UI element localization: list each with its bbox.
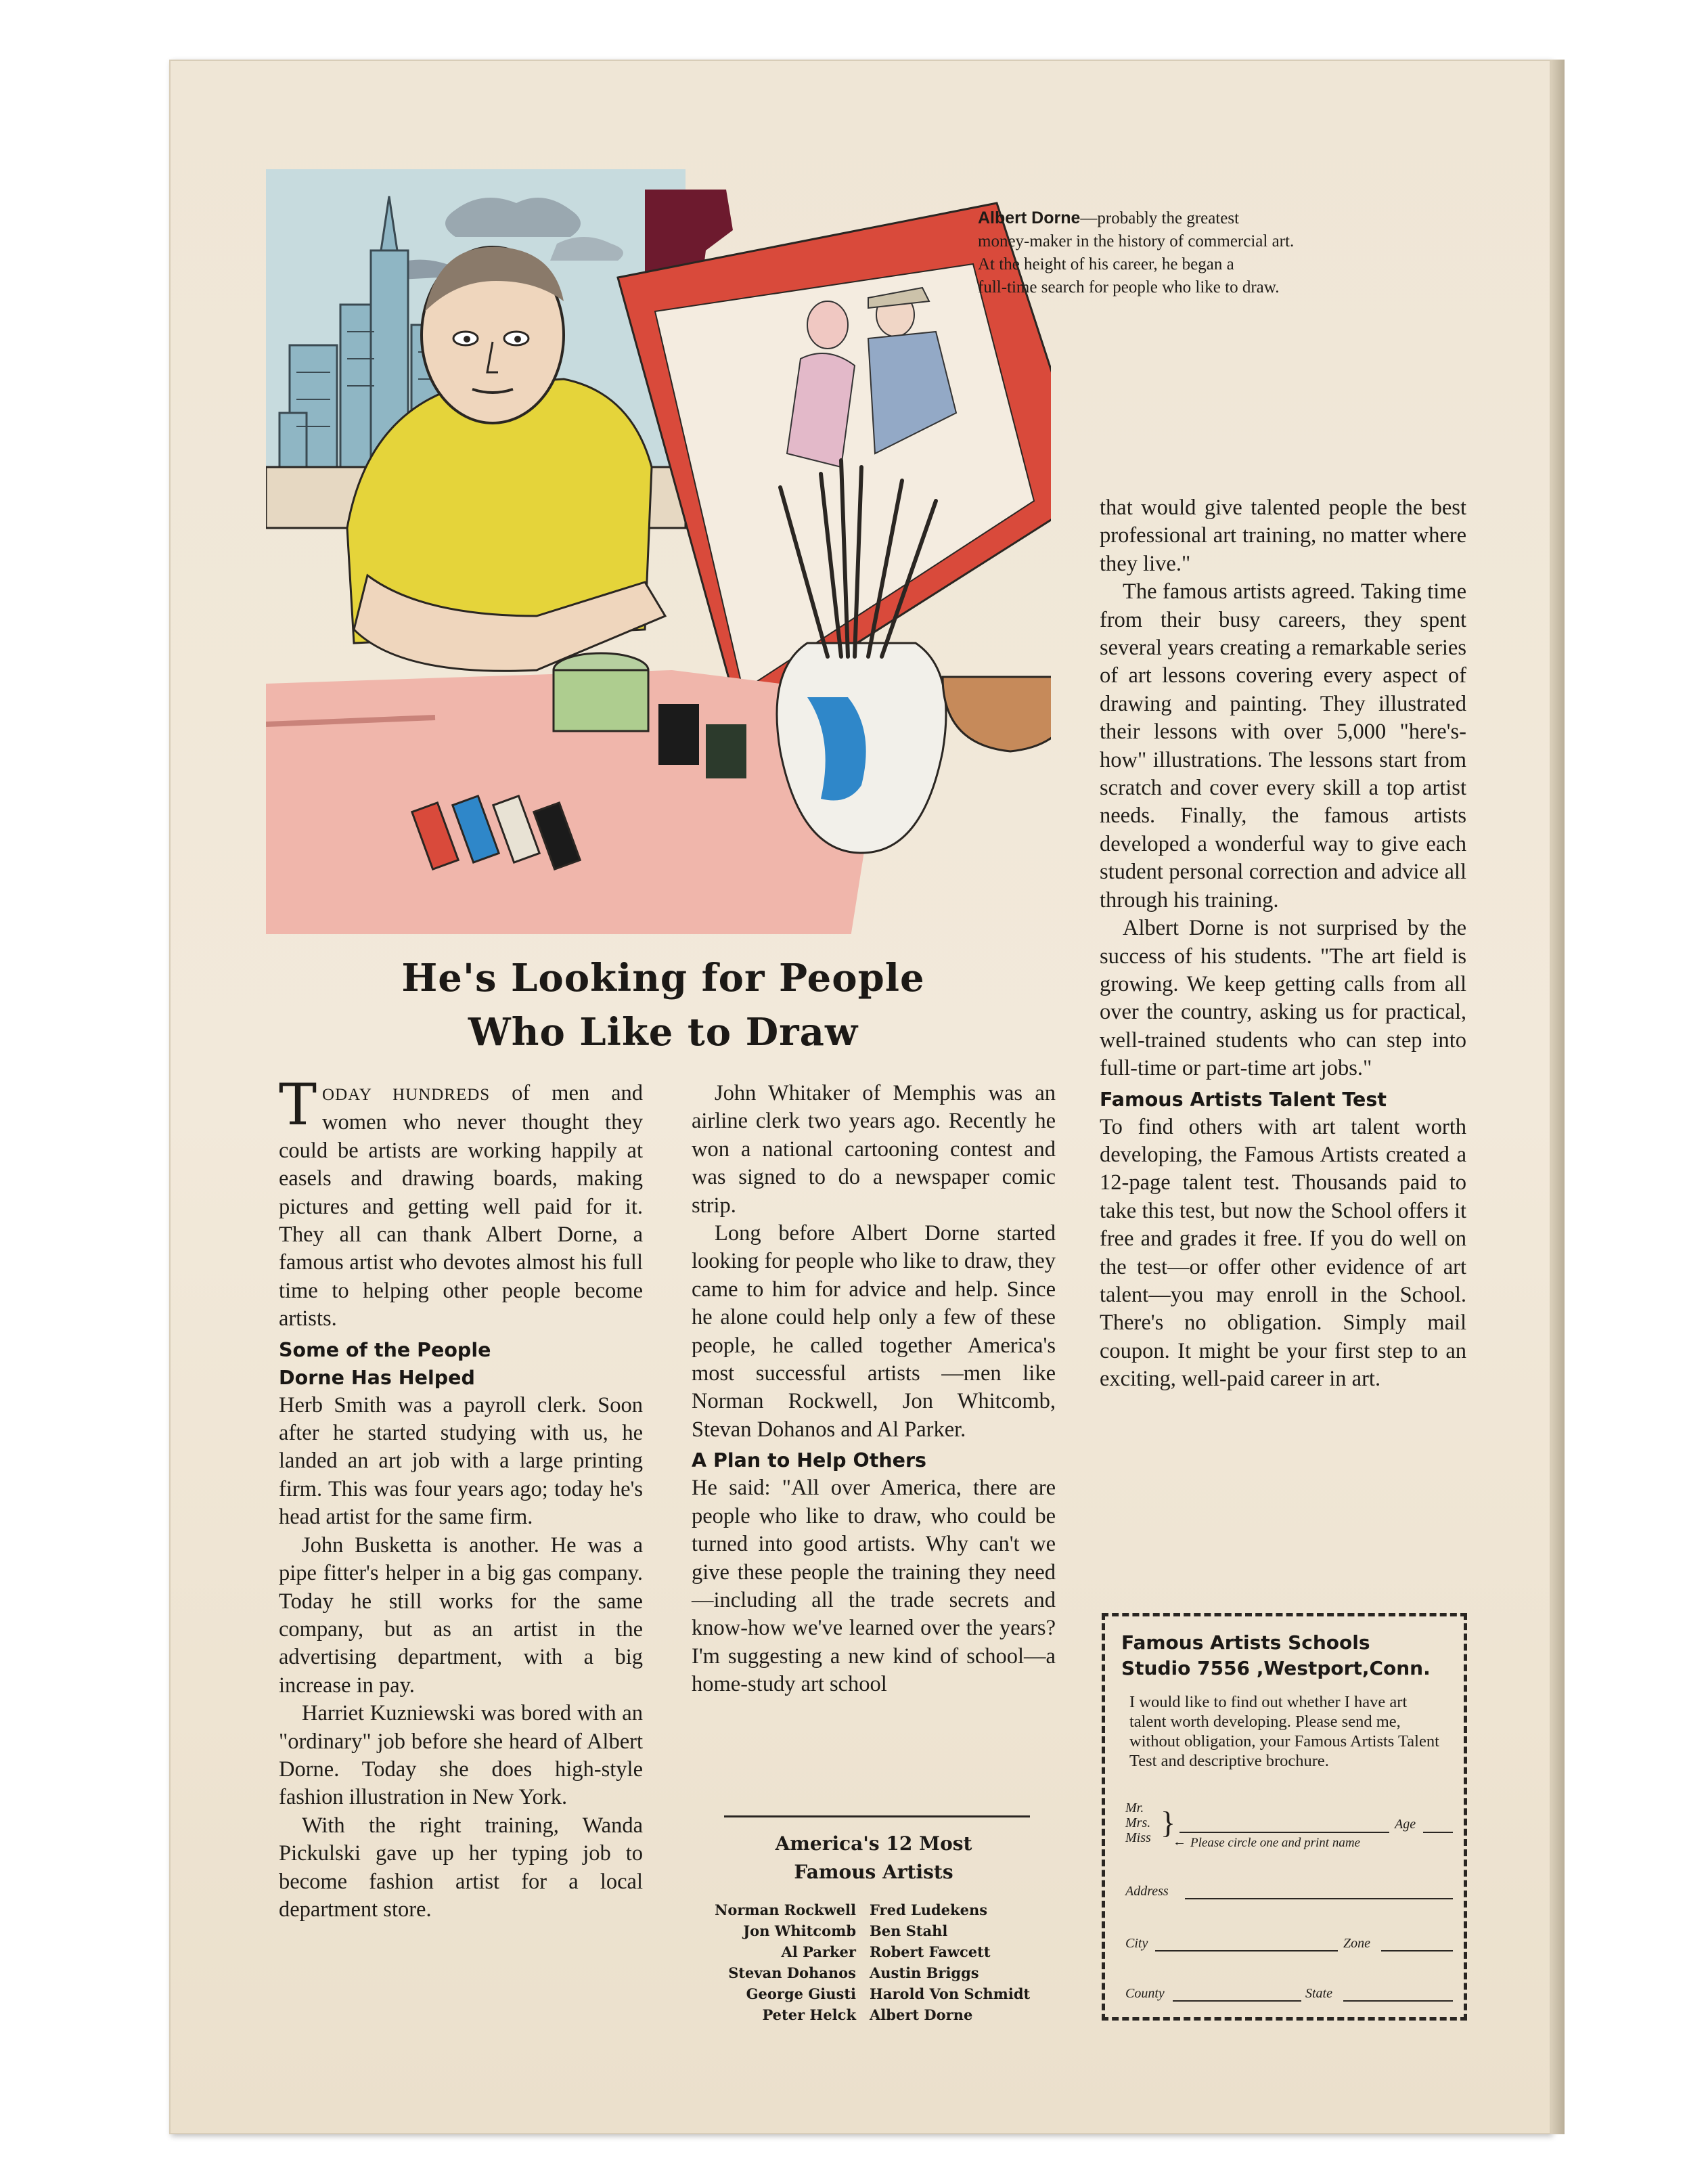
article-column-3 xyxy=(1100,494,1466,1394)
coupon-school-name: Famous Artists Schools xyxy=(1121,1631,1370,1654)
article-column-1 xyxy=(279,1072,643,1924)
artist-row xyxy=(687,1983,1073,2004)
coupon-county-label: County xyxy=(1125,1986,1165,2001)
coupon-city-label: City xyxy=(1125,1936,1148,1951)
article-column-2 xyxy=(692,1080,1056,1699)
paragraph-herb-smith: Herb Smith was a payroll clerk. Soon after he started studying with us, he landed an art job with a large printing firm. This was four years ago; today he's head artist for the same firm. xyxy=(279,1392,643,1530)
zone-input-line[interactable] xyxy=(1381,1950,1453,1952)
coupon-address-label: Address xyxy=(1125,1884,1169,1899)
artist-name: Norman Rockwell xyxy=(715,1901,856,1918)
artist-name: Stevan Dohanos xyxy=(728,1964,856,1981)
state-input-line[interactable] xyxy=(1343,2000,1453,2002)
famous-title-line-2: Famous Artists xyxy=(794,1861,953,1883)
artist-name: Austin Briggs xyxy=(870,1964,979,1981)
headline xyxy=(318,951,1008,1059)
mail-coupon[interactable] xyxy=(1102,1613,1467,2021)
paragraph-artists-agreed: The famous artists agreed. Taking time from their busy careers, they spent several years creating a remarkable series of art lessons covering every aspect of drawing and painting. They illustrated their lessons with over 5,000 "here's-how" illustrations. The lessons start from scratch and cover every skill a top artist needs. Finally, the famous artists developed a wonderful way to give each student personal correction and advice all through his training. xyxy=(1100,579,1466,912)
subhead-people-helped xyxy=(279,1336,643,1392)
artist-name: Jon Whitcomb xyxy=(743,1922,856,1939)
paragraph-wanda-pickulski: With the right training, Wanda Pickulski gave up her typing job to become fashion artist for a local department store. xyxy=(279,1813,643,1922)
drop-cap: T xyxy=(279,1072,317,1138)
section-divider xyxy=(724,1815,1030,1817)
name-input-line[interactable] xyxy=(1179,1832,1389,1833)
artist-name: Al Parker xyxy=(781,1943,856,1960)
artist-name: Peter Helck xyxy=(762,2006,856,2023)
coupon-age-label: Age xyxy=(1395,1817,1416,1832)
intro-text: of men and women who never thought they could be artists are working happily at easels and drawing boards, making pictures and getting well paid for it. They all can thank Albert Dorne, a famous artist who devotes almost his full time to helping other people become artists. xyxy=(279,1081,643,1331)
artist-row xyxy=(687,2004,1073,2025)
famous-artists-title xyxy=(692,1830,1056,1887)
artist-name: Robert Fawcett xyxy=(870,1943,991,1960)
paragraph-john-whitaker: John Whitaker of Memphis was an airline clerk two years ago. Recently he won a national cartooning contest and was signed to do a newspaper comic strip. xyxy=(692,1081,1056,1218)
artist-name: George Giusti xyxy=(746,1985,856,2002)
coupon-mr-label[interactable]: Mr. xyxy=(1125,1801,1144,1815)
headline-line-1: He's Looking for People xyxy=(401,956,925,1000)
paragraph-long-before: Long before Albert Dorne started looking for people who like to draw, they came to him for advice and help. Since he alone could help only a few of these people, he called together America's most successful artists —men like Norman Rockwell, Jon Whitcomb, Stevan Dohanos and Al Parker. xyxy=(692,1221,1056,1442)
illustration-caption xyxy=(978,206,1418,299)
paragraph-talent-test: To find others with art talent worth developing, the Famous Artists created a 12-page talent test. Thousands paid to take this test, but now the School offers it free and grades it free. If you do well on the test—or offer other evidence of art talent—you may enroll in the School. There's no obligation. Simply mail coupon. It might be your first step to an exciting, well-paid career in art. xyxy=(1100,1114,1466,1392)
artist-row xyxy=(687,1962,1073,1983)
coupon-studio-address: Studio 7556 ,Westport,Conn. xyxy=(1121,1657,1431,1679)
famous-title-line-1: America's 12 Most xyxy=(775,1832,972,1855)
caption-name: Albert Dorne xyxy=(978,208,1081,227)
age-input-line[interactable] xyxy=(1423,1832,1453,1833)
paragraph-he-said: He said: "All over America, there are people who like to draw, who could be turned into good artists. Why can't we give these people the training they need—including all the trade secrets and know-how we've learned over the years? I'm suggesting a new kind of school—a home-study art school xyxy=(692,1476,1056,1697)
subhead-people-helped-line-2: Dorne Has Helped xyxy=(279,1366,475,1389)
artist-name: Albert Dorne xyxy=(870,2006,973,2023)
coupon-request-text: I would like to find out whether I have art talent worth developing. Please send me, without obligation, your Famous Artists Talent Test and descriptive brochure. xyxy=(1129,1693,1439,1770)
coupon-header xyxy=(1121,1630,1431,1681)
famous-artists-list xyxy=(687,1899,1073,2025)
albert-dorne-illustration xyxy=(266,169,1051,934)
paragraph-continued: that would give talented people the best professional art training, no matter where they live." xyxy=(1100,495,1466,576)
city-input-line[interactable] xyxy=(1155,1950,1338,1952)
arrow-left-icon: ← xyxy=(1173,1834,1186,1849)
caption-line-1: —probably the greatest xyxy=(1080,209,1240,227)
paragraph-not-surprised: Albert Dorne is not surprised by the success of his students. "The art field is growing. We keep getting calls from all over the country, asking us for practical, well-trained students who can step into full-time or part-time art jobs." xyxy=(1100,916,1466,1081)
address-input-line[interactable] xyxy=(1185,1898,1453,1899)
page-edge xyxy=(1551,60,1565,2134)
artist-row xyxy=(687,1899,1073,1920)
subhead-plan-to-help: A Plan to Help Others xyxy=(692,1449,926,1472)
artist-row xyxy=(687,1941,1073,1962)
caption-line-3: At the height of his career, he began a xyxy=(978,255,1234,273)
intro-small-caps: ODAY HUNDREDS xyxy=(322,1086,491,1104)
artist-name: Ben Stahl xyxy=(870,1922,948,1939)
brace-icon: } xyxy=(1161,1805,1176,1840)
coupon-state-label: State xyxy=(1305,1986,1332,2001)
coupon-zone-label: Zone xyxy=(1343,1936,1370,1951)
coupon-miss-label[interactable]: Miss xyxy=(1125,1830,1151,1845)
coupon-circle-note: Please circle one and print name xyxy=(1190,1836,1360,1850)
caption-line-2: money-maker in the history of commercial art. xyxy=(978,232,1295,250)
caption-line-4: full-time search for people who like to draw. xyxy=(978,278,1280,296)
artist-name: Fred Ludekens xyxy=(870,1901,988,1918)
intro-paragraph xyxy=(279,1072,643,1333)
headline-line-2: Who Like to Draw xyxy=(468,1010,859,1055)
paragraph-harriet-kuzniewski: Harriet Kuzniewski was bored with an "ordinary" job before she heard of Albert Dorne. Today she does high-style fashion illustration in New York. xyxy=(279,1701,643,1810)
artist-name: Harold Von Schmidt xyxy=(870,1985,1031,2002)
paragraph-john-busketta: John Busketta is another. He was a pipe fitter's helper in a big gas company. Today he still works for the same company, but as an artist in the advertising department, with a big increase in pay. xyxy=(279,1532,643,1698)
artist-row xyxy=(687,1920,1073,1941)
subhead-talent-test: Famous Artists Talent Test xyxy=(1100,1088,1387,1111)
county-input-line[interactable] xyxy=(1173,2000,1301,2002)
coupon-mrs-label[interactable]: Mrs. xyxy=(1125,1815,1151,1830)
subhead-people-helped-line-1: Some of the People xyxy=(279,1338,491,1361)
